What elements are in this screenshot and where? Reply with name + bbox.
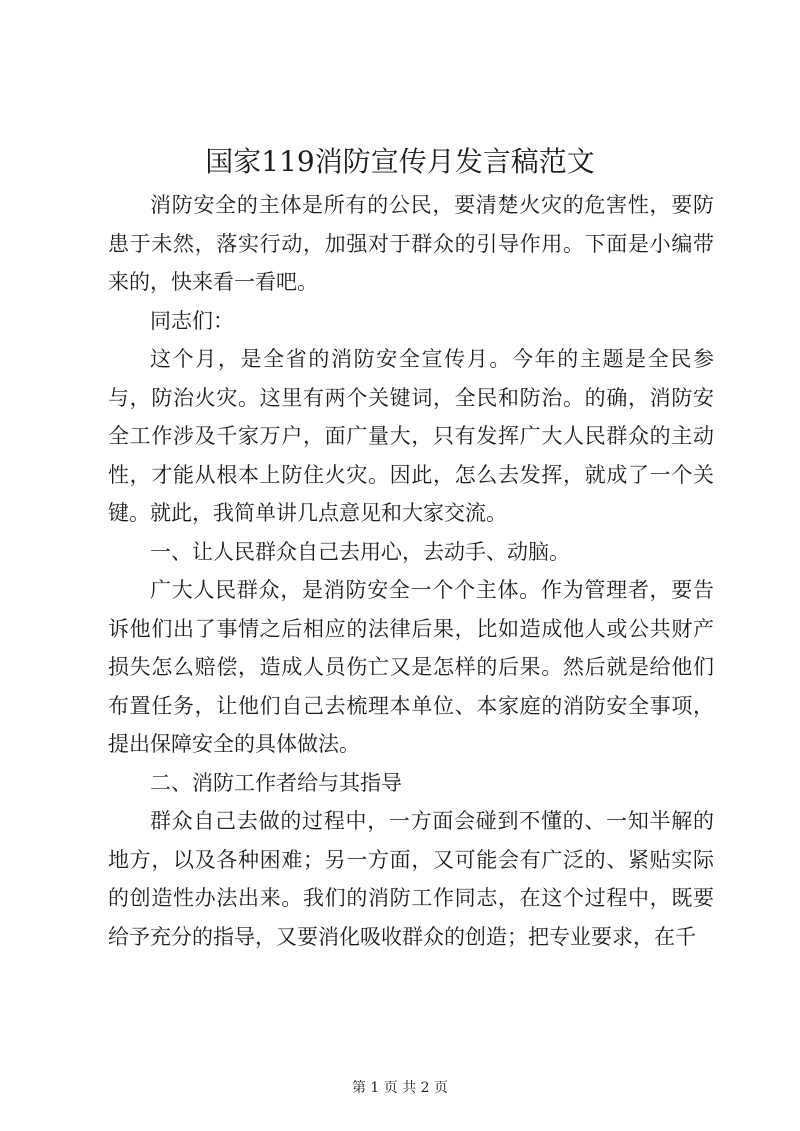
section-heading-1: 一、让人民群众自己去用心，去动手、动脑。 xyxy=(150,539,570,564)
paragraph-section-1: 广大人民群众，是消防安全一个个主体。作为管理者，要告诉他们出了事情之后相应的法律后果，比如造成他人或公共财产损失怎么赔偿，造成人员伤亡又是怎样的后果。然后就是给他们布置任务，让他们自己去梳理本单位、本家庭的消防安全事项，提出保障安全的具体做法。 xyxy=(108,578,714,756)
document-body xyxy=(108,186,714,956)
paragraph-intro: 消防安全的主体是所有的公民，要清楚火灾的危害性，要防患于未然，落实行动，加强对于群众的引导作用。下面是小编带来的，快来看一看吧。 xyxy=(108,193,714,294)
section-heading-2: 二、消防工作者给与其指导 xyxy=(150,770,402,795)
document-title: 国家119消防宣传月发言稿范文 xyxy=(205,145,595,178)
page-footer: 第 1 页 共 2 页 xyxy=(351,1080,449,1096)
paragraph-salutation: 同志们： xyxy=(150,308,234,333)
paragraph-section-2: 群众自己去做的过程中，一方面会碰到不懂的、一知半解的地方，以及各种困难；另一方面，又可能会有广泛的、紧贴实际的创造性办法出来。我们的消防工作同志，在这个过程中，既要给予充分的指导，又要消化吸收群众的创造；把专业要求，在千 xyxy=(108,809,714,949)
paragraph-theme: 这个月，是全省的消防安全宣传月。今年的主题是全民参与，防治火灾。这里有两个关键词，全民和防治。的确，消防安全工作涉及千家万户，面广量大，只有发挥广大人民群众的主动性，才能从根本上防住火灾。因此，怎么去发挥，就成了一个关键。就此，我简单讲几点意见和大家交流。 xyxy=(108,347,714,525)
